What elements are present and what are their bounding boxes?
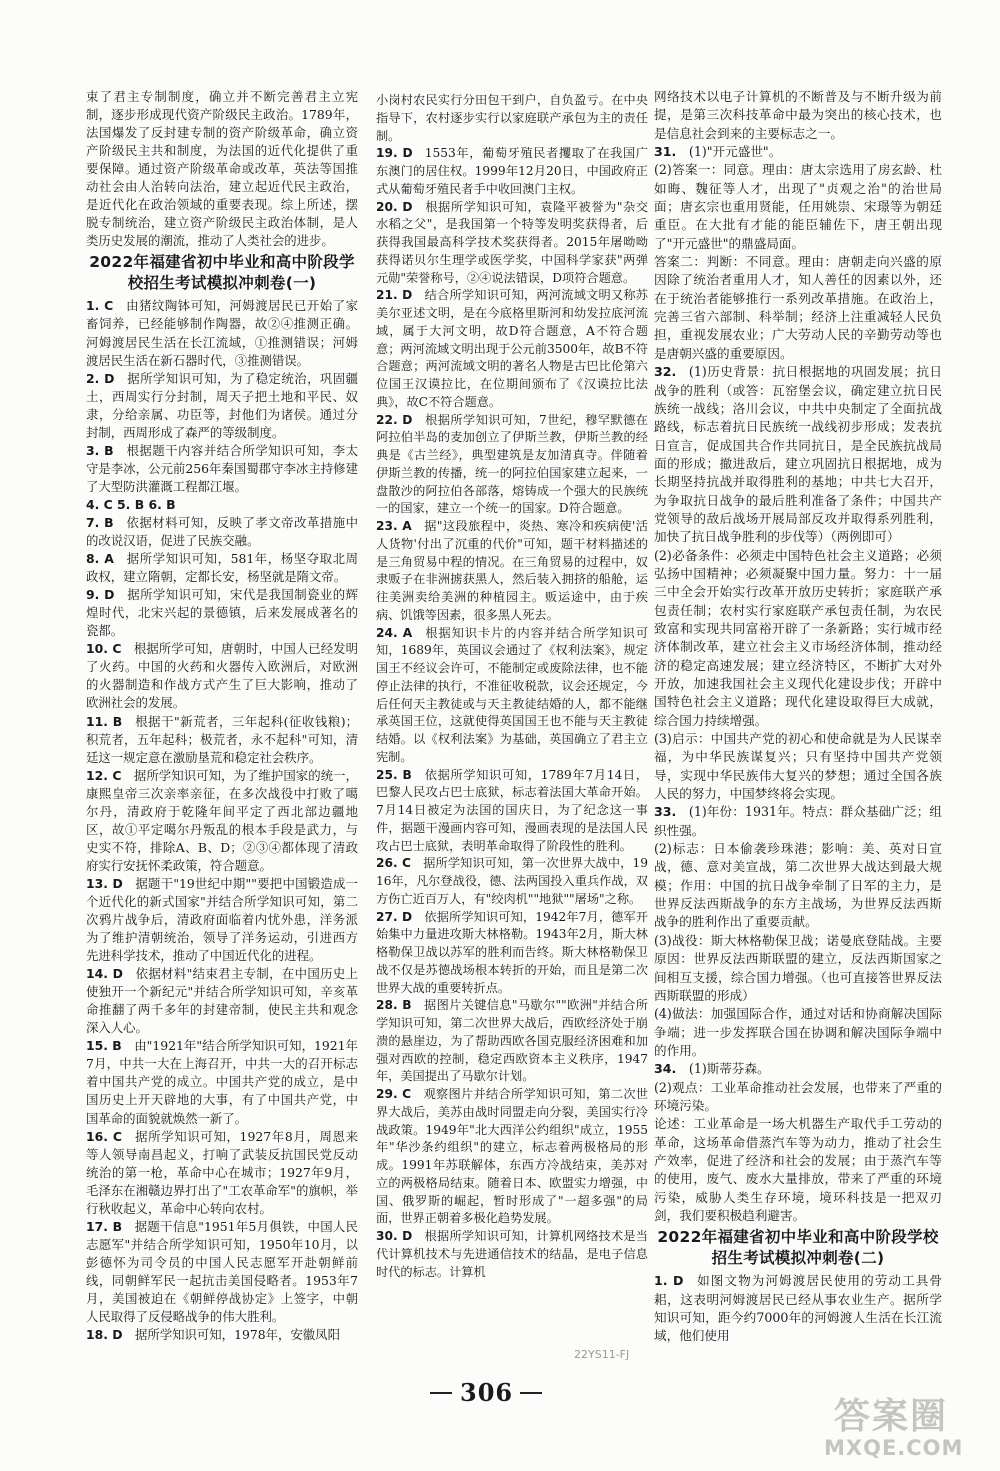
answer-text [654,547,942,730]
answer-item [86,713,358,767]
answer-body: 据所学知识可知，1978年，安徽凤阳 [134,1327,340,1343]
answer-body: (2)答案一：同意。理由：唐太宗选用了房玄龄、杜如晦、魏征等人才，出现了"贞观之治"的治世局面；唐玄宗也重用贤能，任用姚崇、宋璟等为朝廷重臣。在大批有才能的能臣辅佐下，唐王朝出现了"开元盛世"的鼎盛局面。 [654,162,942,251]
answer-item [376,412,648,519]
answer-number: 11. B [86,713,123,729]
answer-item [86,1326,358,1344]
answer-text [654,840,942,932]
answer-item [86,297,358,369]
answer-item [376,1228,648,1281]
answer-body: (1)年份：1931年。特点：群众基础广泛；组织性强。 [654,804,942,838]
answer-number: 26. C [376,856,411,871]
answer-body: 答案二：判断：不同意。理由：唐朝走向兴盛的原因除了统治者重用人才，知人善任的因素以外，还在于统治者能够推行一系列改革措施。在政治上，完善三省六部制、科举制；经济上注重减轻人民负担，重视发展农业；广大劳动人民的辛勤劳动等也是唐朝兴盛的重要原因。 [654,254,942,361]
answer-body: 小岗村农民实行分田包干到户，自负盈亏。在中央指导下，农村逐步实行以家庭联产承包为主的责任制。 [376,93,648,143]
answer-body: (1)历史背景：抗日根据地的巩固发展；抗日战争的胜利（或答：瓦窑堡会议，确定建立抗日民族统一战线；洛川会议，中共中央制定了全面抗战路线，标志着抗日民族统一战线初步形成；发表抗日宣言，促成国共合作共同抗日，是全民族抗战局面的形成；撤进敌后，建立巩固抗日根据地，成为长期坚持抗战并取得胜利的基地；中共七大召开，为争取抗日战争的最后胜利准备了条件；中国共产党领导的敌后战场开展局部反攻并取得系列胜利，加快了抗日战争胜利的步伐等）（两例即可） [654,364,942,545]
answer-item [376,625,648,767]
answer-item [376,145,648,198]
footer-code: 22YS11-FJ [574,1348,630,1361]
answer-number: 16. C [86,1128,123,1144]
answer-body: 依据所学知识可知，1942年7月，德军开始集中力量进攻斯大林格勒。1943年2月，斯大林格勒保卫战以苏军的胜利而告终。斯大林格勒保卫战不仅是苏德战场根本转折的开始，而且是第二次世界大战的重要转折点。 [376,909,648,995]
answer-body: 根据所学知识可知，袁隆平被誉为"杂交水稻之父"，是我国第一个特等发明奖获得者，后获得我国最高科学技术奖获得者。2015年屠呦呦获得诺贝尔生理学或医学奖，中国科学家获"两弹元勋"荣誉称号，②④说法错误，D项符合题意。 [376,199,649,285]
answer-body: (3)战役：斯大林格勒保卫战；诺曼底登陆战。主要原因：世界反法西斯联盟的建立，反法西斯国家之间相互支援，综合国力增强。（也可直接答世界反法西斯联盟的形成） [654,932,942,1003]
answer-text [654,1115,942,1225]
answer-text [86,88,358,250]
answer-number: 9. D [86,587,115,603]
answer-body: 据所学知识可知，第一次世界大战中，1916年，凡尔登战役，德、法两国投入重兵作战，双方伤亡近百万人，有"绞肉机""地狱""屠场"之称。 [376,856,648,906]
answer-number: 20. D [376,199,413,214]
answer-body: (1)"开元盛世"。 [688,144,782,160]
answer-body: 据所学知识可知，581年，杨坚夺取北周政权，建立隋朝，定都长安，杨坚就是隋文帝。 [86,551,359,585]
column-left [86,88,358,1344]
answer-item [86,875,358,965]
answer-body: (2)观点：工业革命推动社会发展，也带来了严重的环境污染。 [654,1079,942,1113]
answer-number: 34. [654,1061,677,1077]
answer-number: 18. D [86,1327,123,1343]
answer-number: 21. D [376,288,413,303]
answer-text [654,1079,942,1116]
answer-item [86,767,358,875]
answer-number: 31. [654,144,677,160]
column-right [654,88,942,1346]
answer-text [654,161,942,253]
answer-number: 33. [654,804,677,820]
answer-body: 根据所学知识可知，计算机网络技术是当代计算机技术与先进通信技术的结晶，是电子信息时代的标志。计算机 [376,1229,648,1279]
answer-body: 根据所学知识可知，7世纪，穆罕默德在阿拉伯半岛的麦加创立了伊斯兰教，伊斯兰教的经典是《古兰经》，典型建筑是友加清真寺。伴随着伊斯兰教的传播，统一的阿拉伯国家建立起来，一盘散沙的阿拉伯各部落，熔铸成一个强大的民族统一的国家，建立一个统一的国家。D符合题意。 [376,412,648,516]
answer-number: 25. B [376,767,412,782]
site-watermark-logo [800,1388,990,1468]
answer-item [376,909,648,998]
answer-text [654,932,942,1005]
answer-item [86,442,358,496]
answer-body: 据所学知识可知，为了维护国家的统一，康熙皇帝三次亲率亲征，在多次战役中打败了噶尔丹，清政府于乾隆年间平定了西北部边疆地区，故①平定噶尔丹叛乱的根本手段是武力，与史实不符，排除A、B、D；②③④都体现了清政府实行安抚怀柔政策，符合题意。 [86,767,358,873]
answer-number: 10. C [86,641,122,657]
answer-text [654,730,942,803]
answer-number: 3. B [86,442,114,458]
answer-number: 14. D [86,966,123,982]
answer-item [376,287,648,411]
column-middle [376,92,648,1281]
answer-item [86,640,358,712]
page-number-dash-left [430,1392,452,1394]
answer-body: (2)标志：日本偷袭珍珠港；影响：美、英对日宣战，德、意对美宣战，第二次世界大战达到最大规模；作用：中国的抗日战争牵制了日军的主力，是世界反法西斯战争的东方主战场，为世界反法西斯战争的胜利作出了重要贡献。 [654,841,942,930]
answer-body: (3)启示：中国共产党的初心和使命就是为人民谋幸福，为中华民族谋复兴；只有坚持中国共产党领导，实现中华民族伟大复兴的梦想；通过全国各族人民的努力，中国梦终将会实现。 [654,731,942,802]
answer-item [376,767,648,856]
answer-number: 1. D [654,1273,684,1289]
answer-item [86,496,358,514]
answer-body: 观察图片并结合所学知识可知，第二次世界大战后，美苏由战时同盟走向分裂，美国实行冷战政策。1949年"北大西洋公约组织"成立，1955年"华沙条约组织"的建立，标志着两极格局的形成。1991年苏联解体，东西方冷战结束，美苏对立的两极格局结束。随着日本、欧盟实力增强，中国、俄罗斯的崛起，暂时形成了"一超多强"的局面，世界正朝着多极化趋势发展。 [376,1087,648,1226]
answer-body: 根据所学可知，唐朝时，中国人已经发明了火药。中国的火药和火器传入欧洲后，对欧洲的火器制造和作战方式产生了巨大影响，推动了欧洲社会的发展。 [86,641,358,711]
answer-item [86,586,358,640]
answer-item [376,199,648,288]
answer-body: 根据干"新荒者，三年起科(征收钱粮)；积荒者，五年起科；极荒者，永不起科"可知，清廷这一规定意在激励垦荒和稳定社会秩序。 [86,713,358,765]
answer-item [654,1060,942,1078]
answer-item [376,997,648,1086]
answer-text [376,92,648,145]
answer-number: 28. B [376,998,412,1013]
answer-body: 网络技术以电子计算机的不断普及与不断升级为前提，是第三次科技革命中最为突出的核心技术，也是信息社会到来的主要标志之一。 [654,89,942,141]
page-number-dash-right [520,1392,542,1394]
answer-body: 依据材料"结束君主专制，在中国历史上使独开一个新纪元"并结合所学知识可知，辛亥革命推翻了两千多年的封建帝制，使民主共和观念深入人心。 [86,966,358,1036]
answer-body: 1553年，葡萄牙殖民者攫取了在我国广东澳门的居住权。1999年12月20日，中国政府正式从葡萄牙殖民者手中收回澳门主权。 [376,146,648,196]
answer-number: 15. B [86,1038,122,1054]
answer-number: 7. B [86,514,114,530]
answer-body: 据题干"19世纪中期""要把中国锻造成一个近代化的新式国家"并结合所学知识可知，第二次鸦片战争后，清政府面临着内忧外患，洋务派为了维护清朝统治，领导了洋务运动，引进西方先进科学技术，推动了中国近代化的进程。 [86,875,358,964]
answer-number: 24. A [376,625,413,640]
answer-item [86,370,358,442]
answer-body: 据"这段旅程中，炎热、寒冷和疾病使'活人货物'付出了沉重的代价"可知，题干材料描述的是三角贸易中程的情况。在三角贸易的过程中，奴隶贩子在非洲掳获黑人，然后装入拥挤的船舱，运往美洲卖给美洲的种植园主。贩运途中，由于疾病、饥饿等因素，很多黑人死去。 [376,519,648,622]
answer-number: 17. B [86,1218,123,1234]
answer-body: 据所学知识可知，1927年8月，周恩来等人领导南昌起义，打响了武装反抗国民党反动统治的第一枪，革命中心在城市；1927年9月，毛泽东在湘赣边界打出了"工农革命军"的旗帜，举行秋收起义，革命中心转向农村。 [86,1128,358,1216]
answer-number: 8. A [86,551,114,567]
answer-text [654,88,942,143]
answer-number: 22. D [376,412,413,427]
answer-body: 据所学知识可知，宋代是我国制瓷业的辉煌时代，北宋兴起的景德镇，后来发展成著名的瓷都。 [86,587,358,639]
answer-item [86,1218,358,1326]
answer-body: 由"1921年"结合所学知识可知，1921年7月，中共一大在上海召开，中共一大的召开标志着中国共产党的成立。中国共产党的成立，是中国历史上开天辟地的大事，有了中国共产党，中国革命的面貌就焕然一新了。 [86,1038,358,1126]
answer-item [654,143,942,161]
answer-item [376,518,648,625]
answer-item [654,1272,942,1345]
answer-body: (2)必备条件：必须走中国特色社会主义道路；必须弘扬中国精神；必须凝聚中国力量。努力：十一届三中全会开始实行改革开放历史转折；家庭联产承包责任制；农村实行家庭联产承包责任制，为农民致富和实现共同富裕开辟了一条新路；实行城市经济体制改革，建立社会主义市场经济体制，推动经济的稳定高速发展；建立经济特区，不断扩大对外开放，加速我国社会主义现代化建设步伐；开辟中国特色社会主义道路；现代化建设取得巨大成就，综合国力持续增强。 [654,547,942,728]
answer-body: 根据题干内容并结合所学知识可知，李太守是李冰，公元前256年秦国蜀郡守李冰主持修建了大型防洪灌溉工程都江堰。 [86,442,359,494]
answer-item [376,1086,648,1228]
answer-body: (4)做法：加强国际合作，通过对话和协商解决国际争端；进一步发挥联合国在协调和解决国际争端中的作用。 [654,1006,942,1058]
watermark-title: 答案圈 [834,1396,949,1437]
answer-body: 如图文物为河姆渡居民使用的劳动工具骨耜，这表明河姆渡居民已经从事农业生产。据所学知识可知，距今约7000年的河姆渡人生活在长江流域，他们使用 [654,1273,943,1344]
answer-body: 由猪纹陶钵可知，河姆渡居民已开始了家畜饲养，已经能够制作陶器，故②④推测正确。河姆渡居民生活在长江流域，①推测错误；河姆渡居民生活在新石器时代，③推测错误。 [86,298,358,368]
answer-number: 19. D [376,146,413,161]
answer-number: 23. A [376,519,412,533]
answer-number: 32. [654,364,677,380]
answer-body: 据图片关键信息"马歇尔""欧洲"并结合所学知识可知，第二次世界大战后，西欧经济处于崩溃的悬崖边，为了帮助西欧各国克服经济困难和加强对西欧的控制，稳定西欧资本主义秩序，1947年，美国提出了马歇尔计划。 [376,998,648,1084]
answer-number: 2. D [86,370,115,386]
answer-number: 30. D [376,1229,413,1243]
answer-body: 依据所学知识可知，1789年7月14日，巴黎人民攻占巴士底狱，标志着法国大革命开始。7月14日被定为法国的国庆日，为了纪念这一事件，据题干漫画内容可知，漫画表现的是法国人民攻占巴士底狱，表明革命取得了阶段性的胜利。 [376,767,648,853]
answer-body: 论述：工业革命是一场大机器生产取代手工劳动的革命，这场革命借蒸汽车等为动力，推动了社会生产效率，促进了经济和社会的发展；由于蒸汽车等的使用，废气、废水大量排放，带来了严重的环境污染，威胁人类生存环境，境环科技是一把双刃剑，我们要积极趋利避害。 [654,1116,942,1223]
answer-number: 1. C [86,298,114,314]
answer-item [654,803,942,840]
answer-body: 依据材料可知，反映了孝文帝改革措施中的改说汉语，促进了民族交融。 [86,514,359,549]
answer-number: 13. D [86,875,123,891]
page-number: 306 [460,1378,514,1407]
watermark-url: MXQE.COM [824,1436,964,1460]
answer-body: (1)斯蒂芬森。 [688,1061,770,1077]
answer-number: 29. C [376,1087,412,1101]
section-heading: 2022年福建省初中毕业和高中阶段学校招生考试模拟冲刺卷(二) [657,1228,939,1268]
answer-body: 结合所学知识可知，两河流域文明又称苏美尔亚述文明，是在今底格里斯河和幼发拉底河流域，属于大河文明，故D符合题意，A不符合题意；两河流域文明出现于公元前3500年，故B不符合题意；两河流域文明的著名人物是古巴比伦第六位国王汉谟拉比，在位期间颁布了《汉谟拉比法典》，故C不符合题意。 [376,288,648,409]
answer-item [86,1128,358,1218]
answer-number: 4. C 5. B 6. B [86,496,176,512]
answer-item [86,514,358,550]
answer-text [654,1005,942,1060]
answer-number: 12. C [86,767,122,783]
answer-text [654,253,942,363]
answer-number: 27. D [376,909,413,924]
answer-item [376,855,648,908]
answer-item [654,363,942,546]
answer-item [86,965,358,1037]
answer-body: 束了君主专制制度，确立并不断完善君主立宪制，逐步形成现代资产阶级民主政治。1789年，法国爆发了反封建专制的资产阶级革命，确立资产阶级民主共和制度，为法国的近代化提供了重要保障。通过资产阶级革命或改革，英法等国推动社会由人治转向法治，建立起近代民主政治，是近代化在政治领域的重要表现。综上所述，摆脱专制统治，建立资产阶级民主政治体制，是人类历史发展的潮流，推动了人类社会的进步。 [86,89,358,249]
answer-body: 据所学知识可知，为了稳定统治，巩固疆土，西周实行分封制，周天子把土地和平民、奴隶，分给亲属、功臣等，封他们为诸侯。通过分封制，西周形成了森严的等级制度。 [86,370,358,440]
answer-body: 据题干信息"1951年5月俱铁，中国人民志愿军"并结合所学知识可知，1950年10月，以彭德怀为司令员的中国人民志愿军开赴朝鲜前线，同朝鲜军民一起抗击美国侵略者。1953年7月，美国被迫在《朝鲜停战协定》上签字，中朝人民取得了反侵略战争的伟大胜利。 [86,1218,358,1325]
answer-item [86,550,358,586]
answer-body: 根据知识卡片的内容并结合所学知识可知，1689年，英国议会通过了《权利法案》，规定国王不经议会许可，不能制定或废除法律，也不能停止法律的执行，不准征收税款，议会还规定，今后任何天主教徒或与天主教徒结婚的人，都不能继承英国王位，这就使得英国国王也不能与天主教徒结婚。以《权利法案》为基础，英国确立了君主立宪制。 [376,625,649,764]
answer-item [86,1037,358,1127]
section-heading: 2022年福建省初中毕业和高中阶段学校招生考试模拟冲刺卷(一) [89,253,355,293]
